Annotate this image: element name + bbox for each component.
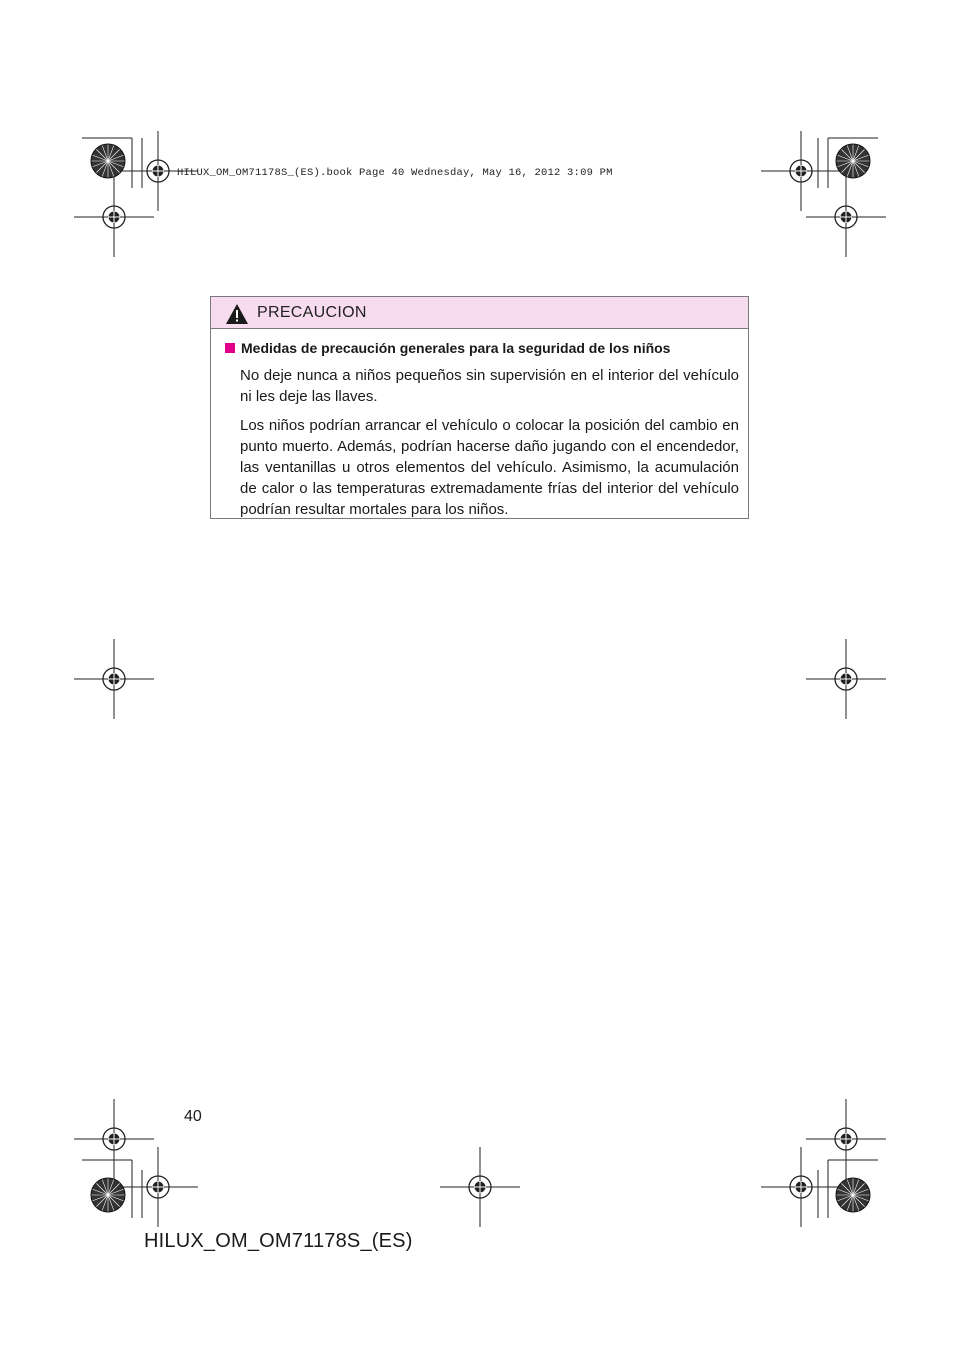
square-bullet-icon [225, 343, 235, 353]
warning-triangle-icon [225, 303, 249, 325]
document-id: HILUX_OM_OM71178S_(ES) [144, 1230, 413, 1252]
section-heading-text: Medidas de precaución generales para la seguridad de los niños [241, 340, 671, 356]
caution-header [211, 297, 748, 329]
caution-title: PRECAUCION [257, 303, 367, 321]
caution-paragraph: Los niños podrían arrancar el vehículo o colocar la posición del cambio en punto muerto. Además, podrían hacerse daño jugando con el encendedor, las ventanillas u otros elementos del vehículo. Asimismo, la acumulación de calor o las temperaturas extremadamente frías del interior del vehículo podrían resultar mortales para los niños. [240, 417, 739, 518]
section-heading [225, 340, 739, 356]
caution-body [211, 329, 748, 520]
caution-paragraph: No deje nunca a niños pequeños sin supervisión en el interior del vehículo ni les deje las llaves. [240, 367, 739, 405]
caution-box [210, 296, 749, 519]
page-number: 40 [184, 1108, 202, 1125]
print-header: HILUX_OM_OM71178S_(ES).book Page 40 Wednesday, May 16, 2012 3:09 PM [177, 167, 613, 179]
